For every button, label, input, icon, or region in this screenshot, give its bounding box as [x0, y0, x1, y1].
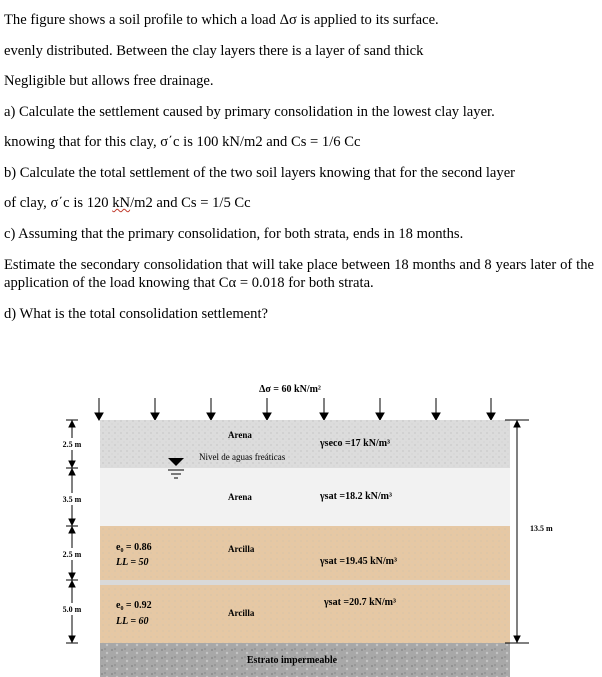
load-arrows	[95, 398, 495, 420]
layer-thin-sand	[100, 580, 510, 585]
question-c: c) Assuming that the primary consolidation, for both strata, ends in 18 months.	[4, 226, 464, 242]
layer-2-unit-weight: γsat =18.2 kN/m³	[320, 491, 392, 502]
layer-3-unit-weight: γsat =19.45 kN/m³	[320, 556, 397, 567]
layer-clay-lower-texture	[100, 585, 510, 643]
base-label: Estrato impermeable	[246, 655, 338, 666]
dim-label-layer-4: 5.0 m	[62, 605, 82, 614]
total-thickness-label: 13.5 m	[530, 524, 553, 533]
question-b: b) Calculate the total settlement of the two soil layers knowing that for the second layer	[4, 165, 516, 181]
layer-4-name: Arcilla	[228, 608, 255, 618]
question-a-detail: knowing that for this clay, σ΄c is 100 kN/m2 and Cs = 1/6 Cc	[4, 134, 361, 150]
question-c-paragraph: Estimate the secondary consolidation that will take place between 18 months and 8 years later of the application of the load knowing that Cα = 0.018 for both strata.	[4, 257, 594, 291]
question-b-detail-before: of clay, σ΄c is 120	[4, 195, 113, 211]
question-d: d) What is the total consolidation settlement?	[4, 306, 268, 322]
layer-clay-upper-texture	[100, 526, 510, 580]
question-a: a) Calculate the settlement caused by primary consolidation in the lowest clay layer.	[4, 104, 495, 120]
layer-3-e0: e₀ = 0.86	[116, 542, 152, 553]
layer-4-e0: e₀ = 0.92	[116, 600, 152, 611]
layer-3-ll: LL = 50	[116, 557, 149, 568]
layer-dry-sand-texture	[100, 420, 510, 468]
layer-4-ll: LL = 60	[116, 616, 149, 627]
layer-4-unit-weight: γsat =20.7 kN/m³	[324, 597, 396, 608]
dim-label-layer-2: 3.5 m	[62, 495, 82, 504]
layer-1-unit-weight: γseco =17 kN/m³	[320, 438, 391, 449]
problem-line-2: evenly distributed. Between the clay layers there is a layer of sand thick	[4, 43, 424, 59]
layer-saturated-sand	[100, 468, 510, 526]
dim-label-layer-3: 2.5 m	[62, 550, 82, 559]
question-b-detail-after: /m2 and Cs = 1/5 Cc	[130, 195, 251, 211]
problem-line-1: The figure shows a soil profile to which a load Δσ is applied to its surface.	[4, 12, 439, 28]
layer-1-name: Arena	[228, 430, 252, 440]
layer-3-name: Arcilla	[228, 544, 255, 554]
dim-label-layer-1: 2.5 m	[62, 440, 82, 449]
spellcheck-underline: kN	[112, 195, 131, 211]
load-label: Δσ = 60 kN/m²	[259, 384, 321, 395]
layer-2-name: Arena	[228, 492, 252, 502]
problem-line-3: Negligible but allows free drainage.	[4, 73, 214, 89]
water-table-label: Nivel de aguas freáticas	[199, 452, 286, 462]
